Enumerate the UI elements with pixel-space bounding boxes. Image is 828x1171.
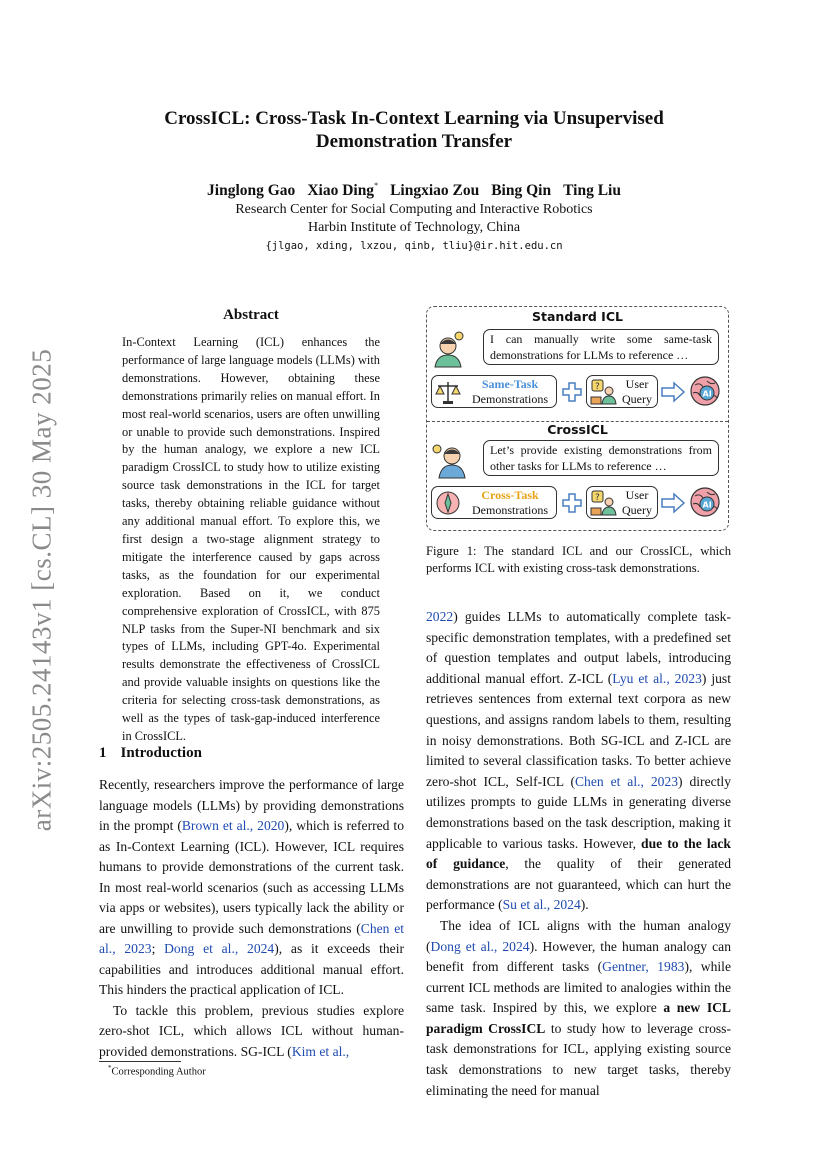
author: Lingxiao Zou xyxy=(390,182,480,199)
compass-icon xyxy=(435,490,461,516)
user-query-box xyxy=(586,375,658,408)
standard-speech-bubble: I can manually write some same-task demonstrations for LLMs to reference … xyxy=(483,329,719,365)
paragraph: The idea of ICL aligns with the human analogy (Dong et al., 2024). However, the human analogy can benefit from different tasks (Gentner, 1983), while current ICL methods are limited to analogies within the same task. Inspired by this, we explore a new ICL paradigm CrossICL to study how to leverage cross-task demonstrations for ICL, applying existing source task demonstrations to new target tasks, thereby eliminating the need for manual xyxy=(426,917,732,1098)
svg-text:AI: AI xyxy=(702,389,712,399)
crossicl-label: CrossICL xyxy=(547,422,608,437)
affiliation-2: Harbin Institute of Technology, China xyxy=(307,220,521,235)
footnote: *Corresponding Author xyxy=(108,1064,206,1078)
ai-brain-icon xyxy=(687,373,723,409)
cross-task-label: Cross-Task xyxy=(481,488,539,502)
paragraph: 2022) guides LLMs to automatically complete task-specific demonstration templates, with a predefined set of question templates and output labels, introducing additional manual effort. Z-ICL (Lyu et al., 2023) just retrieves sentences from external text corpora as new questions, and assigns random labels to them, resulting in noisy demonstrations. Both SG-ICL and Z-ICL are limited to several classification tasks. To better achieve zero-shot ICL, Self-ICL (Chen et al., 2023) directly utilizes prompts to guide LLMs in generating diverse demonstrations based on the task description, making it applicable to various tasks. However, due to the lack of guidance, the quality of their generated demonstrations are not guaranteed, which can hurt the performance (Su et al., 2024). xyxy=(426,609,731,913)
person-idea-icon xyxy=(431,440,471,480)
arxiv-id: arXiv:2505.24143v1 [cs.CL] 30 May 2025 xyxy=(26,348,57,832)
cross-task-demos-box xyxy=(431,486,557,519)
svg-text:AI: AI xyxy=(702,500,712,510)
demonstrations-label: Demonstrations xyxy=(472,392,548,406)
crossicl-speech-bubble: Let’s provide existing demonstrations from other tasks for LLMs to reference … xyxy=(483,440,719,476)
arrow-right-icon xyxy=(661,381,685,403)
section-heading xyxy=(99,745,202,762)
ai-brain-icon xyxy=(687,484,723,520)
plus-icon xyxy=(561,381,583,403)
query-label: Query xyxy=(622,503,652,517)
paragraph: To tackle this problem, previous studies explore zero-shot ICL, which allows ICL without human-provided demonstrations. SG-ICL (Kim et al., xyxy=(99,1002,404,1059)
figure-caption: Figure 1: The standard ICL and our CrossICL, which performs ICL with existing cross-task demonstrations. xyxy=(426,544,731,575)
user-label: User xyxy=(625,377,649,391)
footnote-rule xyxy=(99,1061,181,1062)
abstract-heading: Abstract xyxy=(223,307,279,323)
author-list xyxy=(100,181,728,200)
user-question-icon xyxy=(589,490,619,516)
section-title: Introduction xyxy=(120,745,202,761)
citation-link[interactable]: Dong et al., 2024 xyxy=(164,941,275,956)
same-task-demos-box xyxy=(431,375,557,408)
person-thinking-icon xyxy=(431,329,471,369)
title-line-2: Demonstration Transfer xyxy=(315,131,513,152)
svg-text:?: ? xyxy=(595,493,600,503)
intro-text-left xyxy=(99,775,404,1062)
scale-icon xyxy=(435,379,461,405)
title-line-1: CrossICL: Cross-Task In-Context Learning via Unsupervised xyxy=(164,108,664,129)
abstract-body: In-Context Learning (ICL) enhances the performance of large language models (LLMs) with demonstrations. However, obtaining these demonstrations primarily relies on manual effort. In most real-world scenarios, users are often unwilling or unable to provide such demonstrations. Inspired by the human analogy, we explore a new ICL paradigm CrossICL to study how to utilize existing source task demonstrations in the ICL for target tasks, thereby obtaining reliable guidance without any additional manual effort. To explore this, we first design a two-stage alignment strategy to mitigate the interference caused by gaps across tasks, as the foundation for our experimental exploration. Based on it, we conduct comprehensive exploration of CrossICL, with 875 NLP tasks from the Super-NI benchmark and six types of LLMs, including GPT-4o. Experimental results demonstrate the effectiveness of CrossICL and provide valuable insights on questions like the criteria for selecting cross-task demonstrations, as well as the types of task-gap-induced interference in CrossICL. xyxy=(122,335,380,743)
plus-icon xyxy=(561,492,583,514)
citation-link[interactable]: Dong et al., 2024 xyxy=(430,938,530,954)
query-label: Query xyxy=(622,392,652,406)
standard-icl-label: Standard ICL xyxy=(532,309,623,324)
affiliation-1: Research Center for Social Computing and Interactive Robotics xyxy=(235,202,593,217)
citation-link[interactable]: Brown et al., 2020 xyxy=(181,818,285,833)
author-mark: * xyxy=(374,181,379,190)
citation-link[interactable]: Kim et al., xyxy=(291,1043,350,1059)
section-number: 1 xyxy=(99,745,107,761)
user-label: User xyxy=(625,488,649,502)
author: Xiao Ding* xyxy=(307,181,379,199)
user-query-box xyxy=(586,486,658,519)
paragraph: Recently, researchers improve the performance of large language models (LLMs) by providing demonstrations in the prompt (Brown et al., 2020), which is referred to as In-Context Learning (ICL). However, ICL requires humans to provide demonstrations of the current task. In most real-world scenarios (such as accessing LLMs via apps or websites), users typically lack the ability or are unwilling to provide such demonstrations (Chen et al., 2023; Dong et al., 2024), as it exceeds their capabilities and introduces additional manual effort. This hinders the practical application of ICL. xyxy=(99,777,405,997)
arxiv-stamp xyxy=(22,340,62,840)
intro-text-right xyxy=(426,607,731,1101)
same-task-label: Same-Task xyxy=(481,377,539,391)
author: Bing Qin xyxy=(491,182,552,199)
paper-title xyxy=(100,107,728,153)
figure-1 xyxy=(426,306,729,531)
citation-link[interactable]: Lyu et al., 2023 xyxy=(612,670,702,686)
author: Ting Liu xyxy=(563,182,621,199)
user-question-icon xyxy=(589,379,619,405)
citation-link[interactable]: 2022 xyxy=(426,609,454,624)
citation-link[interactable]: Chen et al., 2023 xyxy=(99,920,405,956)
demonstrations-label: Demonstrations xyxy=(472,503,548,517)
citation-link[interactable]: Su et al., 2024 xyxy=(502,897,581,913)
author: Jinglong Gao xyxy=(207,182,296,199)
citation-link[interactable]: Chen et al., 2023 xyxy=(574,773,679,789)
citation-link[interactable]: Gentner, 1983 xyxy=(602,959,685,975)
arrow-right-icon xyxy=(661,492,685,514)
email: {jlgao, xding, lxzou, qinb, tliu}@ir.hit.edu.cn xyxy=(265,240,563,252)
svg-text:?: ? xyxy=(595,382,600,392)
